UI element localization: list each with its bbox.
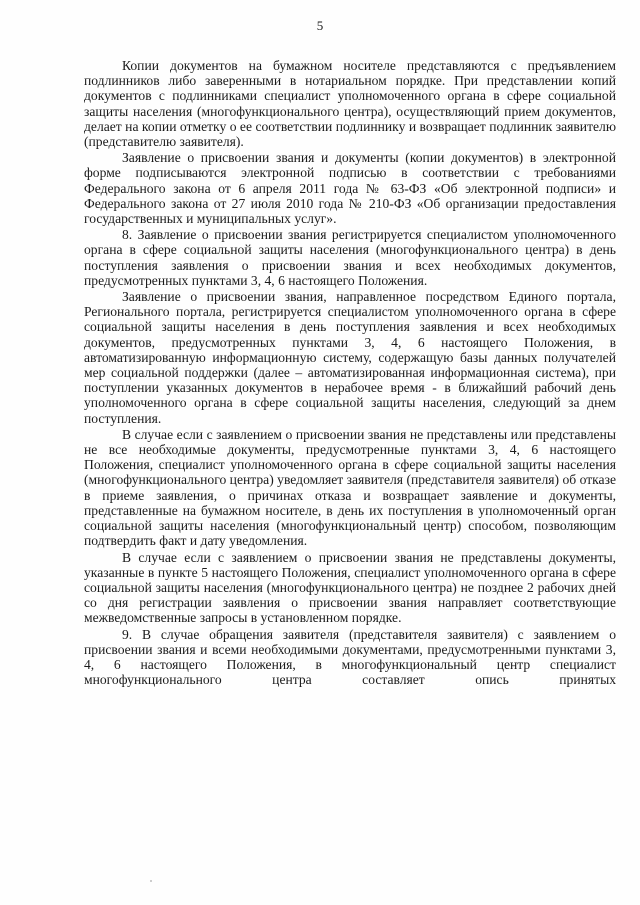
document-body (84, 58, 616, 688)
paragraph-copies-of-documents: Копии документов на бумажном носителе представляются с предъявлением подлинников либо заверенными в нотариальном порядке. При представлении копий документов с подлинниками специалист уполномоченного органа в сфере социальной защиты населения (многофункционального центра), осуществляющий прием документов, делает на копии отметку о ее соответствии подлиннику и возвращает подлинник заявителю (представителю заявителя). (84, 58, 616, 150)
paragraph-portal-registration: Заявление о присвоении звания, направленное посредством Единого портала, Регионального портала, регистрируется специалистом уполномоченного органа в сфере социальной защиты населения в день поступления заявления и всех необходимых документов, предусмотренных пунктами 3, 4, 6 настоящего Положения, в автоматизированную информационную систему, содержащую базы данных получателей мер социальной поддержки (далее – автоматизированная информационная система), при поступлении указанных документов в нерабочее время - в ближайший рабочий день уполномоченного органа в сфере социальной защиты населения, следующий за днем поступления. (84, 289, 616, 426)
paragraph-electronic-signature: Заявление о присвоении звания и документы (копии документов) в электронной форме подписываются электронной подписью в соответствии с требованиями Федерального закона от 6 апреля 2011 года № 63-ФЗ «Об электронной подписи» и Федерального закона от 27 июля 2010 года № 210-ФЗ «Об организации предоставления государственных и муниципальных услуг». (84, 150, 616, 227)
paragraph-item-9-mfc: 9. В случае обращения заявителя (представителя заявителя) с заявлением о присвоении звания и всеми необходимыми документами, предусмотренными пунктами 3, 4, 6 настоящего Положения, в многофункциональный центр специалист многофункционального центра составляет опись принятых (84, 626, 616, 688)
paragraph-item-8-registration: 8. Заявление о присвоении звания регистрируется специалистом уполномоченного органа в сфере социальной защиты населения (многофункционального центра) в день поступления заявления о присвоении звания и всех необходимых документов, предусмотренных пунктами 3, 4, 6 настоящего Положения. (84, 227, 616, 288)
page-number: 5 (316, 18, 324, 33)
scan-artifact (150, 880, 152, 882)
paragraph-interdepartmental-requests: В случае если с заявлением о присвоении звания не представлены документы, указанные в пункте 5 настоящего Положения, специалист уполномоченного органа в сфере социальной защиты населения (многофункционального центра) не позднее 2 рабочих дней со дня регистрации заявления о присвоении звания направляет соответствующие межведомственные запросы в установленном порядке. (84, 549, 616, 626)
paragraph-refusal-notice: В случае если с заявлением о присвоении звания не представлены или представлены не все необходимые документы, предусмотренные пунктами 3, 4, 6 настоящего Положения, специалист уполномоченного органа в сфере социальной защиты населения (многофункционального центра) уведомляет заявителя (представителя заявителя) об отказе в приеме заявления, о причинах отказа и возвращает заявление и документы, представленные на бумажном носителе, в день их поступления в уполномоченный орган социальной защиты населения (многофункциональный центр) способом, позволяющим подтвердить факт и дату уведомления. (84, 426, 616, 549)
